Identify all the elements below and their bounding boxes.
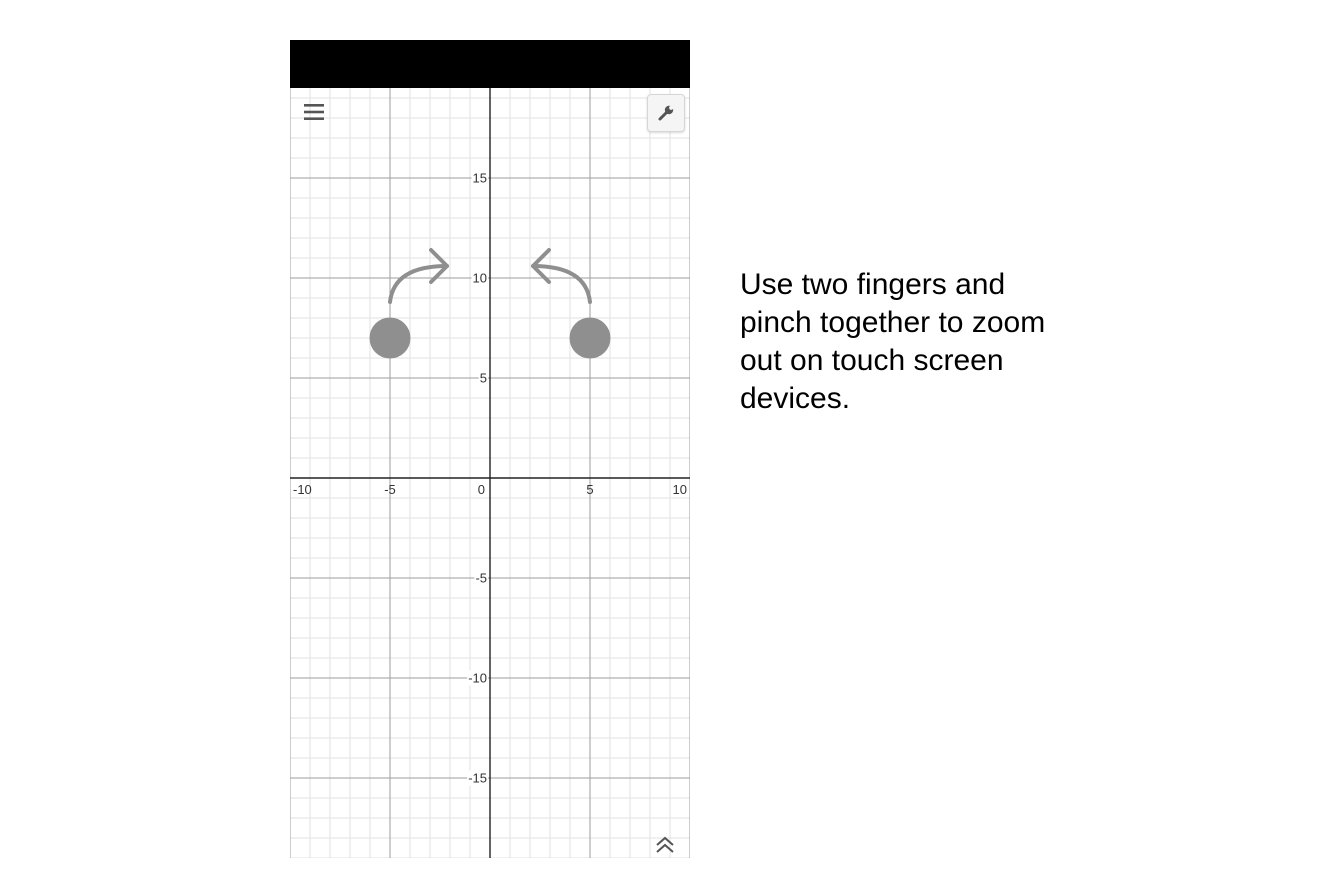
hamburger-menu-icon (304, 103, 324, 121)
double-chevron-up-icon (654, 835, 676, 855)
instruction-text: Use two fingers and pinch together to zoom out on touch screen devices. (740, 268, 1046, 415)
graph-svg[interactable] (290, 88, 690, 858)
x-tick-label: 5 (586, 482, 594, 497)
touch-point-right (570, 318, 611, 359)
y-tick-label: 5 (479, 370, 487, 386)
pinch-arrow-curve (533, 266, 590, 302)
x-tick-label: -5 (384, 482, 396, 497)
expand-button[interactable] (652, 832, 678, 858)
menu-button[interactable] (300, 98, 328, 126)
y-tick-label: 10 (472, 270, 487, 286)
graph-canvas[interactable] (290, 88, 690, 858)
x-tick-label: -10 (293, 482, 312, 497)
phone-screen (290, 40, 690, 858)
touch-point-left (370, 318, 411, 359)
y-tick-label: -10 (468, 670, 487, 686)
y-tick-label: -5 (475, 570, 487, 586)
status-bar (290, 40, 690, 88)
x-tick-label: 10 (672, 482, 687, 497)
y-tick-label: -15 (468, 770, 487, 786)
y-tick-label: 15 (472, 170, 487, 186)
wrench-icon (656, 103, 676, 123)
x-tick-label: 0 (477, 482, 485, 497)
graph-settings-button[interactable] (647, 94, 685, 132)
pinch-arrow-curve (390, 266, 447, 302)
